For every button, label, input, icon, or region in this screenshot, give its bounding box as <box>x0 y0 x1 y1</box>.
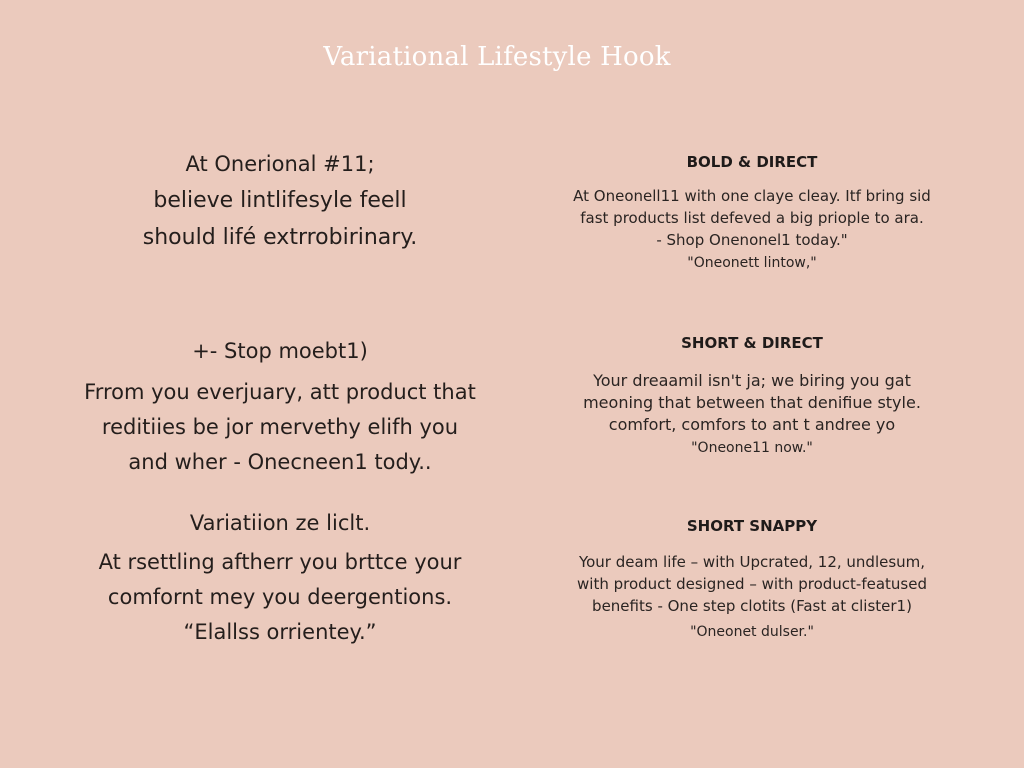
right-block-2-heading: SHORT & DIRECT <box>681 334 823 352</box>
left-block-2-line-1: +- Stop moebt1) <box>192 339 368 363</box>
left-block-1-line-1: At Onerional #11; <box>185 152 375 176</box>
left-block-3 <box>60 506 500 650</box>
right-block-2-line-1: Your dreaamil isn't ja; we biring you gat <box>593 371 911 390</box>
right-block-3-heading: SHORT SNAPPY <box>686 517 818 535</box>
left-block-3-line-1: Variatiion ze liclt. <box>189 511 371 535</box>
right-block-1-line-1: At Oneonell11 with one claye cleay. Itf bring sid <box>573 187 931 205</box>
right-block-3-line-3: benefits - One step clotits (Fast at clister1) <box>592 597 912 615</box>
right-block-bold-direct <box>542 151 962 274</box>
right-block-2-line-2: meoning that between that denifiue style. <box>583 393 921 412</box>
page-title: Variational Lifestyle Hook <box>323 42 671 72</box>
left-block-2-line-4: and wher - Onecneen1 tody.. <box>128 450 432 474</box>
left-block-3-line-4: “Elallss orrientey.” <box>183 620 377 644</box>
right-block-3-line-2: with product designed – with product-featused <box>577 575 927 593</box>
left-block-3-line-3: comfornt mey you deergentions. <box>107 585 453 609</box>
right-block-2-line-4: "Oneone11 now." <box>691 440 813 456</box>
right-block-1-line-2: fast products list defeved a big priople to ara. <box>580 209 924 227</box>
right-block-short-direct <box>542 332 962 459</box>
left-block-2-line-2: Frrom you everjuary, att product that <box>84 380 476 404</box>
left-block-1 <box>60 147 500 256</box>
left-block-2-line-3: reditiies be jor mervethy elifh you <box>101 415 459 439</box>
right-block-3-line-1: Your deam life – with Upcrated, 12, undlesum, <box>578 553 926 571</box>
left-block-1-line-3: should lifé extrrobirinary. <box>142 225 418 250</box>
left-block-2 <box>60 334 500 480</box>
right-block-2-line-3: comfort, comfors to ant t andree yo <box>608 415 896 434</box>
right-block-1-line-4: "Oneonett lintow," <box>687 255 817 271</box>
left-column <box>60 0 500 768</box>
right-block-short-snappy <box>542 515 962 643</box>
right-block-1-line-3: - Shop Onenonel1 today." <box>656 231 848 249</box>
right-block-1-heading: BOLD & DIRECT <box>686 153 818 171</box>
right-block-3-line-4: "Oneonet dulser." <box>690 624 814 640</box>
left-block-1-line-2: believe lintlifesyle feell <box>153 188 407 213</box>
right-column <box>542 0 962 768</box>
left-block-3-line-2: At rsettling aftherr you brttce your <box>98 550 462 574</box>
